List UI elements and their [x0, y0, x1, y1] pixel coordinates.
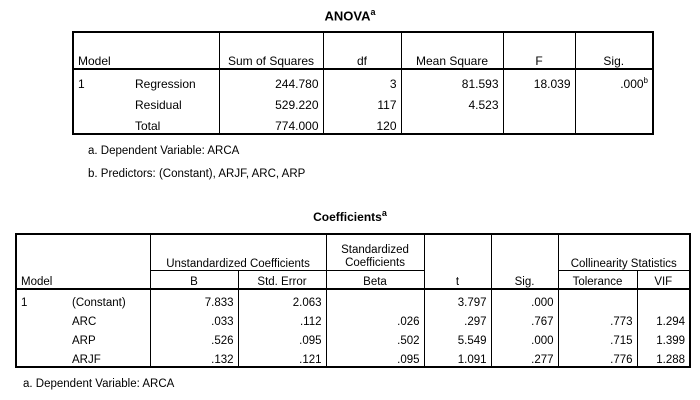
anova-sig: [575, 69, 653, 91]
coefficients-row: [16, 289, 690, 309]
coefficients-header-sig: Sig.: [491, 234, 558, 289]
coefficients-t: .297: [424, 309, 491, 328]
coefficients-header-t: t: [424, 234, 491, 289]
coefficients-title-text: Coefficients: [313, 210, 382, 224]
anova-f: [503, 91, 575, 112]
anova-row-label: Total: [131, 112, 219, 134]
coefficients-table: [15, 233, 691, 368]
anova-header-df: df: [323, 32, 401, 69]
coefficients-model-empty: [16, 328, 68, 347]
coefficients-std-error: .095: [238, 328, 326, 347]
anova-header-ms: Mean Square: [401, 32, 503, 69]
anova-ms: 4.523: [401, 91, 503, 112]
coefficients-t: 1.091: [424, 347, 491, 367]
coefficients-header-tolerance: Tolerance: [558, 271, 637, 290]
coefficients-model-empty: [16, 347, 68, 367]
anova-header-row: [73, 32, 653, 69]
anova-title: [0, 7, 700, 23]
coefficients-row: [16, 328, 690, 347]
coefficients-footnote-a: a. Dependent Variable: ARCA: [23, 378, 175, 390]
coefficients-row-label: (Constant): [68, 289, 150, 309]
coefficients-b: .132: [150, 347, 238, 367]
anova-ms: 81.593: [401, 69, 503, 91]
coefficients-tolerance: .715: [558, 328, 637, 347]
coefficients-sig: .000: [491, 289, 558, 309]
coefficients-header-beta: Beta: [326, 271, 424, 290]
anova-f: 18.039: [503, 69, 575, 91]
anova-model-number: 1: [78, 77, 85, 91]
anova-footnote-b: b. Predictors: (Constant), ARJF, ARC, ARP: [88, 168, 306, 180]
coefficients-row: [16, 347, 690, 367]
coefficients-beta: .026: [326, 309, 424, 328]
coefficients-std-error: .121: [238, 347, 326, 367]
coefficients-title: [0, 208, 700, 224]
anova-header-ss: Sum of Squares: [219, 32, 323, 69]
anova-title-text: ANOVA: [324, 8, 371, 24]
coefficients-beta: .502: [326, 328, 424, 347]
anova-f: [503, 112, 575, 134]
anova-model-empty: [73, 112, 131, 134]
coefficients-tolerance: [558, 289, 637, 309]
coefficients-vif: 1.294: [637, 309, 690, 328]
coefficients-beta: .095: [326, 347, 424, 367]
anova-sig-footnote: b: [643, 76, 648, 85]
coefficients-std-error: .112: [238, 309, 326, 328]
anova-row: [73, 69, 653, 91]
coefficients-vif: 1.399: [637, 328, 690, 347]
anova-df: 117: [323, 91, 401, 112]
coefficients-row-label: ARC: [68, 309, 150, 328]
anova-footnote-a: a. Dependent Variable: ARCA: [88, 145, 240, 157]
coefficients-sig: .277: [491, 347, 558, 367]
coefficients-header-model: Model: [16, 234, 150, 289]
anova-header-f: F: [503, 32, 575, 69]
coefficients-header-vif: VIF: [637, 271, 690, 290]
coefficients-vif: [637, 289, 690, 309]
coefficients-tolerance: .776: [558, 347, 637, 367]
anova-ms: [401, 112, 503, 134]
coefficients-beta: [326, 289, 424, 309]
coefficients-header-b: B: [150, 271, 238, 290]
coefficients-header-collinearity: Collinearity Statistics: [558, 234, 690, 271]
coefficients-vif: 1.288: [637, 347, 690, 367]
anova-sig: [575, 112, 653, 134]
coefficients-t: 5.549: [424, 328, 491, 347]
anova-ss: 244.780: [219, 69, 323, 91]
anova-df: 120: [323, 112, 401, 134]
coefficients-sig: .767: [491, 309, 558, 328]
coefficients-sig: .000: [491, 328, 558, 347]
anova-df: 3: [323, 69, 401, 91]
coefficients-header-std-error: Std. Error: [238, 271, 326, 290]
anova-row: [73, 91, 653, 112]
coefficients-model-empty: [16, 309, 68, 328]
coefficients-tolerance: .773: [558, 309, 637, 328]
coefficients-model-number: 1: [21, 297, 28, 309]
coefficients-header-standardized: Standardized Coefficients: [326, 234, 424, 271]
anova-header-model: Model: [73, 32, 219, 69]
coefficients-row-label: ARJF: [68, 347, 150, 367]
coefficients-t: 3.797: [424, 289, 491, 309]
coefficients-b: .033: [150, 309, 238, 328]
anova-ss: 529.220: [219, 91, 323, 112]
anova-row-label: Regression: [131, 69, 219, 91]
anova-table: [72, 31, 654, 135]
anova-sig: [575, 91, 653, 112]
coefficients-b: 7.833: [150, 289, 238, 309]
coefficients-header-row: [16, 234, 690, 271]
anova-header-sig: Sig.: [575, 32, 653, 69]
coefficients-row-label: ARP: [68, 328, 150, 347]
coefficients-std-error: 2.063: [238, 289, 326, 309]
coefficients-b: .526: [150, 328, 238, 347]
anova-row: [73, 112, 653, 134]
coefficients-title-footnote: a: [381, 208, 387, 218]
anova-sig-value: .000: [620, 77, 644, 91]
anova-ss: 774.000: [219, 112, 323, 134]
coefficients-row: [16, 309, 690, 328]
anova-title-footnote: a: [370, 7, 376, 17]
anova-row-label: Residual: [131, 91, 219, 112]
coefficients-header-unstandardized: Unstandardized Coefficients: [150, 234, 326, 271]
anova-model-empty: [73, 91, 131, 112]
